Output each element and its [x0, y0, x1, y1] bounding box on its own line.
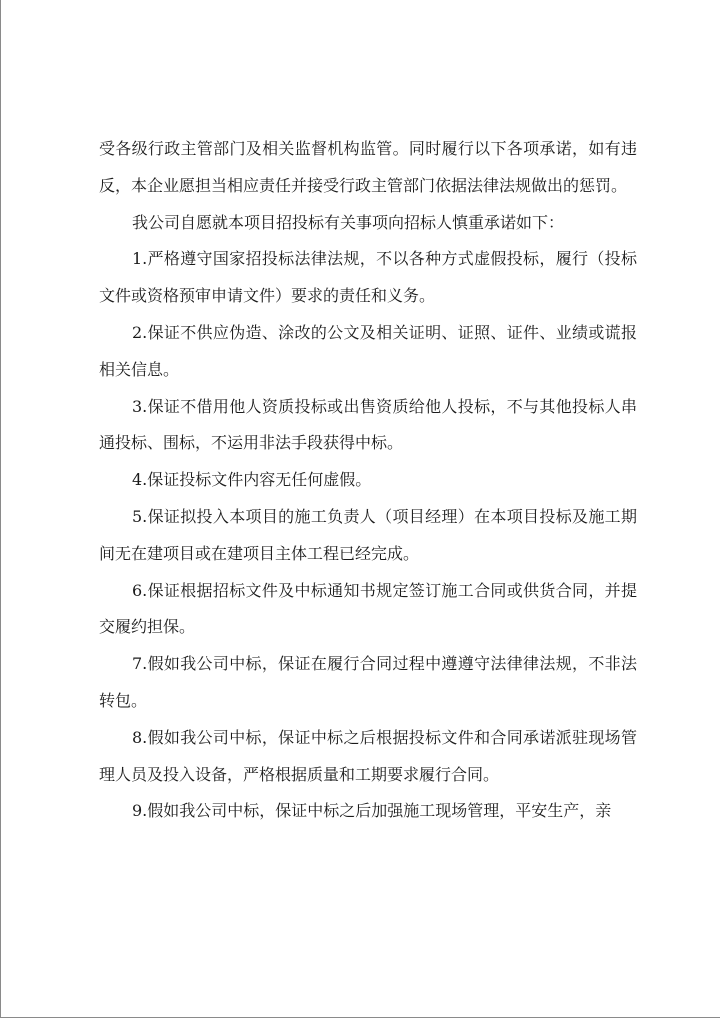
paragraph-intro: 受各级行政主管部门及相关监督机构监管。同时履行以下各项承诺，如有违反，本企业愿担当相应责任并接受行政主管部门依据法律法规做出的惩罚。: [99, 139, 637, 195]
paragraph-item-1: 1.严格遵守国家招投标法律法规，不以各种方式虚假投标，履行（投标文件或资格预审申请文件）要求的责任和义务。: [99, 249, 637, 306]
document-body: [99, 131, 637, 830]
paragraph-item-3: 3.保证不借用他人资质投标或出售资质给他人投标，不与其他投标人串通投标、围标，不运用非法手段获得中标。: [99, 396, 637, 453]
paragraph-item-5: 5.保证拟投入本项目的施工负责人（项目经理）在本项目投标及施工期间无在建项目或在建项目主体工程已经完成。: [99, 506, 637, 563]
paragraph-item-4: 4.保证投标文件内容无任何虚假。: [132, 470, 372, 490]
paragraph-item-9: 9.假如我公司中标，保证中标之后加强施工现场管理，平安生产，亲: [132, 801, 612, 821]
paragraph-item-2: 2.保证不供应伪造、涂改的公文及相关证明、证照、证件、业绩或谎报相关信息。: [99, 322, 637, 379]
paragraph-item-7: 7.假如我公司中标，保证在履行合同过程中遵遵守法律律法规，不非法转包。: [99, 654, 637, 710]
paragraph-commitment-lead: 我公司自愿就本项目招投标有关事项向招标人慎重承诺如下：: [132, 212, 565, 232]
paragraph-item-8: 8.假如我公司中标，保证中标之后根据投标文件和合同承诺派驻现场管理人员及投入设备，严格根据质量和工期要求履行合同。: [99, 727, 637, 784]
paragraph-item-6: 6.保证根据招标文件及中标通知书规定签订施工合同或供货合同，并提交履约担保。: [99, 580, 637, 637]
